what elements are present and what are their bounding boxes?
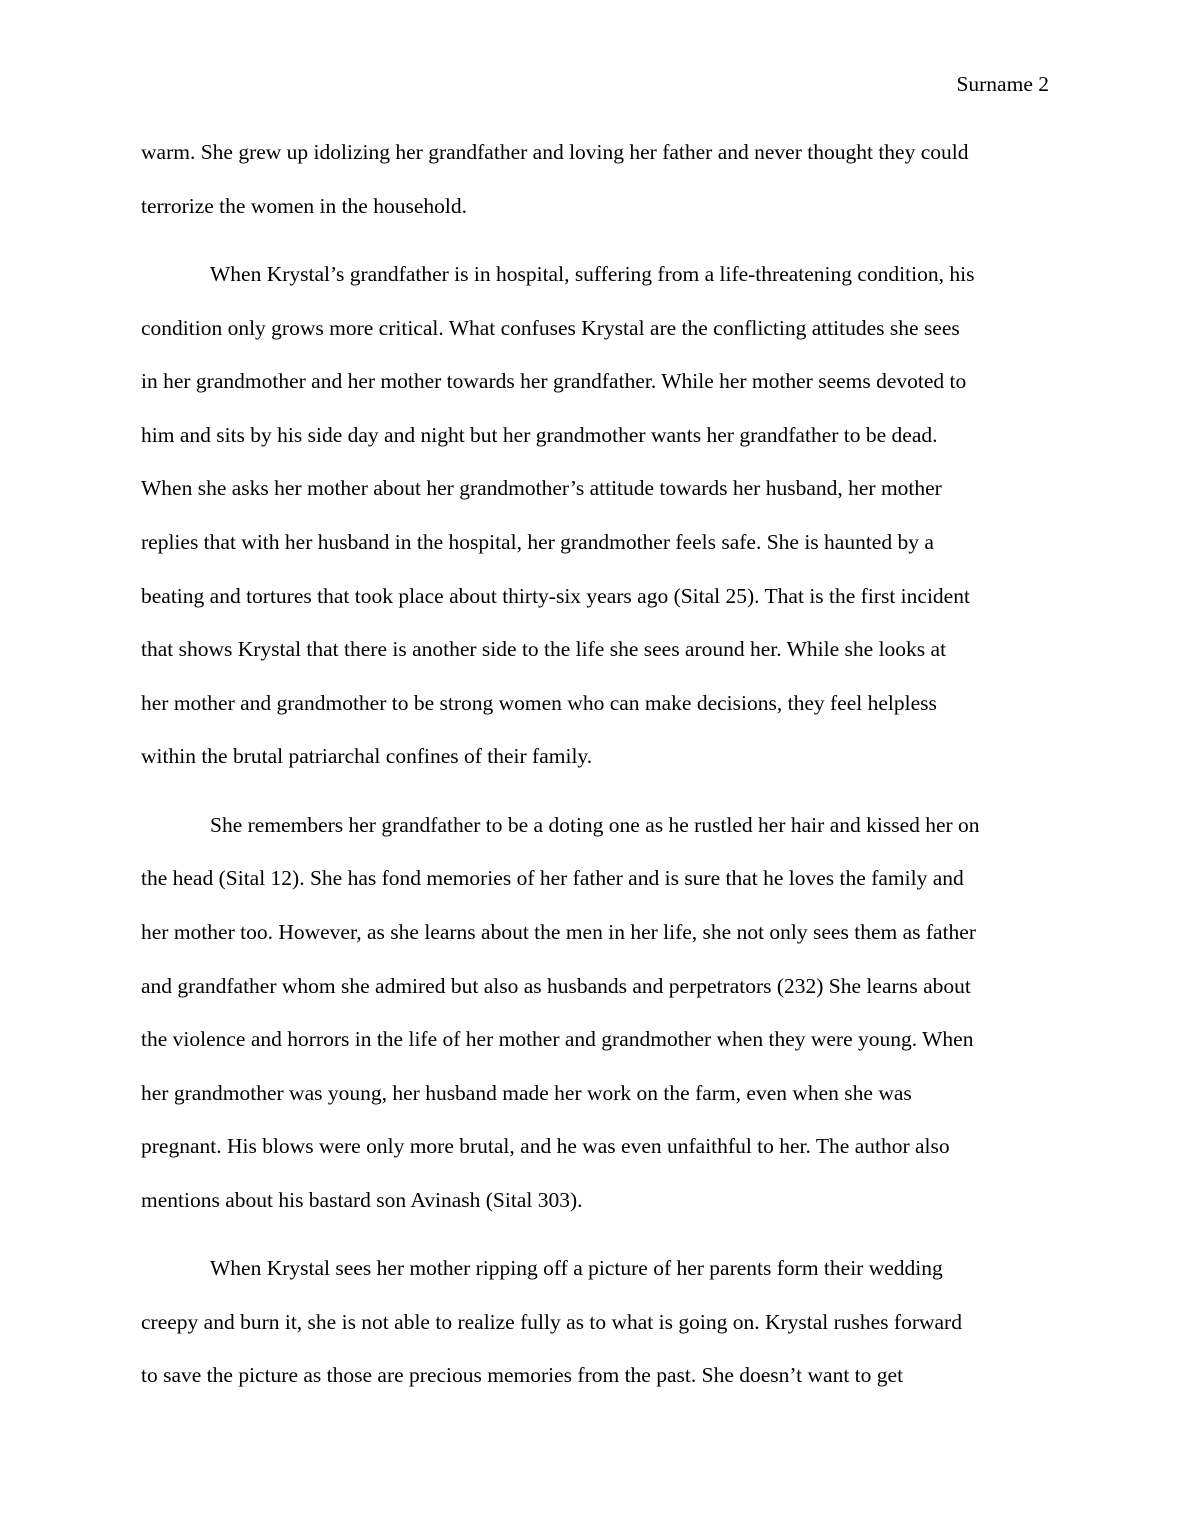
text-line: her mother and grandmother to be strong women who can make decisions, they feel helpless (141, 690, 937, 715)
document-body (141, 126, 1051, 1403)
paragraph-spacing (141, 784, 1051, 799)
text-line: She remembers her grandfather to be a doting one as he rustled her hair and kissed her on (210, 812, 980, 837)
text-line: the violence and horrors in the life of her mother and grandmother when they were young. When (141, 1027, 974, 1052)
text-line: that shows Krystal that there is another side to the life she sees around her. While she looks at (141, 637, 947, 662)
text-line: him and sits by his side day and night but her grandmother wants her grandfather to be dead. (141, 422, 938, 447)
text-line: and grandfather whom she admired but also as husbands and perpetrators (232) She learns about (141, 973, 971, 998)
paragraph (141, 799, 1051, 1228)
paragraph (141, 126, 1051, 233)
running-head: Surname 2 (956, 72, 1049, 96)
text-line: When Krystal’s grandfather is in hospital, suffering from a life-threatening condition, his (210, 261, 975, 286)
text-line: creepy and burn it, she is not able to realize fully as to what is going on. Krystal rushes forward (141, 1309, 962, 1334)
paragraph-spacing (141, 1227, 1051, 1242)
text-line: mentions about his bastard son Avinash (Sital 303). (141, 1187, 583, 1212)
text-line: When Krystal sees her mother ripping off a picture of her parents form their wedding (210, 1256, 943, 1281)
text-line: within the brutal patriarchal confines of their family. (141, 744, 593, 769)
text-line: replies that with her husband in the hospital, her grandmother feels safe. She is haunted by a (141, 529, 934, 554)
text-line: terrorize the women in the household. (141, 193, 467, 218)
text-line: pregnant. His blows were only more brutal, and he was even unfaithful to her. The author also (141, 1134, 950, 1159)
text-line: her mother too. However, as she learns about the men in her life, she not only sees them as father (141, 919, 976, 944)
text-line: in her grandmother and her mother towards her grandfather. While her mother seems devoted to (141, 369, 967, 394)
paragraph (141, 248, 1051, 784)
text-line: the head (Sital 12). She has fond memories of her father and is sure that he loves the family and (141, 866, 964, 891)
text-line: to save the picture as those are precious memories from the past. She doesn’t want to get (141, 1363, 904, 1388)
text-line: condition only grows more critical. What confuses Krystal are the conflicting attitudes she sees (141, 315, 960, 340)
text-line: her grandmother was young, her husband made her work on the farm, even when she was (141, 1080, 912, 1105)
text-line: beating and tortures that took place about thirty-six years ago (Sital 25). That is the first incident (141, 583, 970, 608)
text-line: When she asks her mother about her grandmother’s attitude towards her husband, her mother (141, 476, 942, 501)
paragraph-spacing (141, 233, 1051, 248)
paragraph (141, 1242, 1051, 1403)
text-line: warm. She grew up idolizing her grandfather and loving her father and never thought they could (141, 140, 969, 164)
